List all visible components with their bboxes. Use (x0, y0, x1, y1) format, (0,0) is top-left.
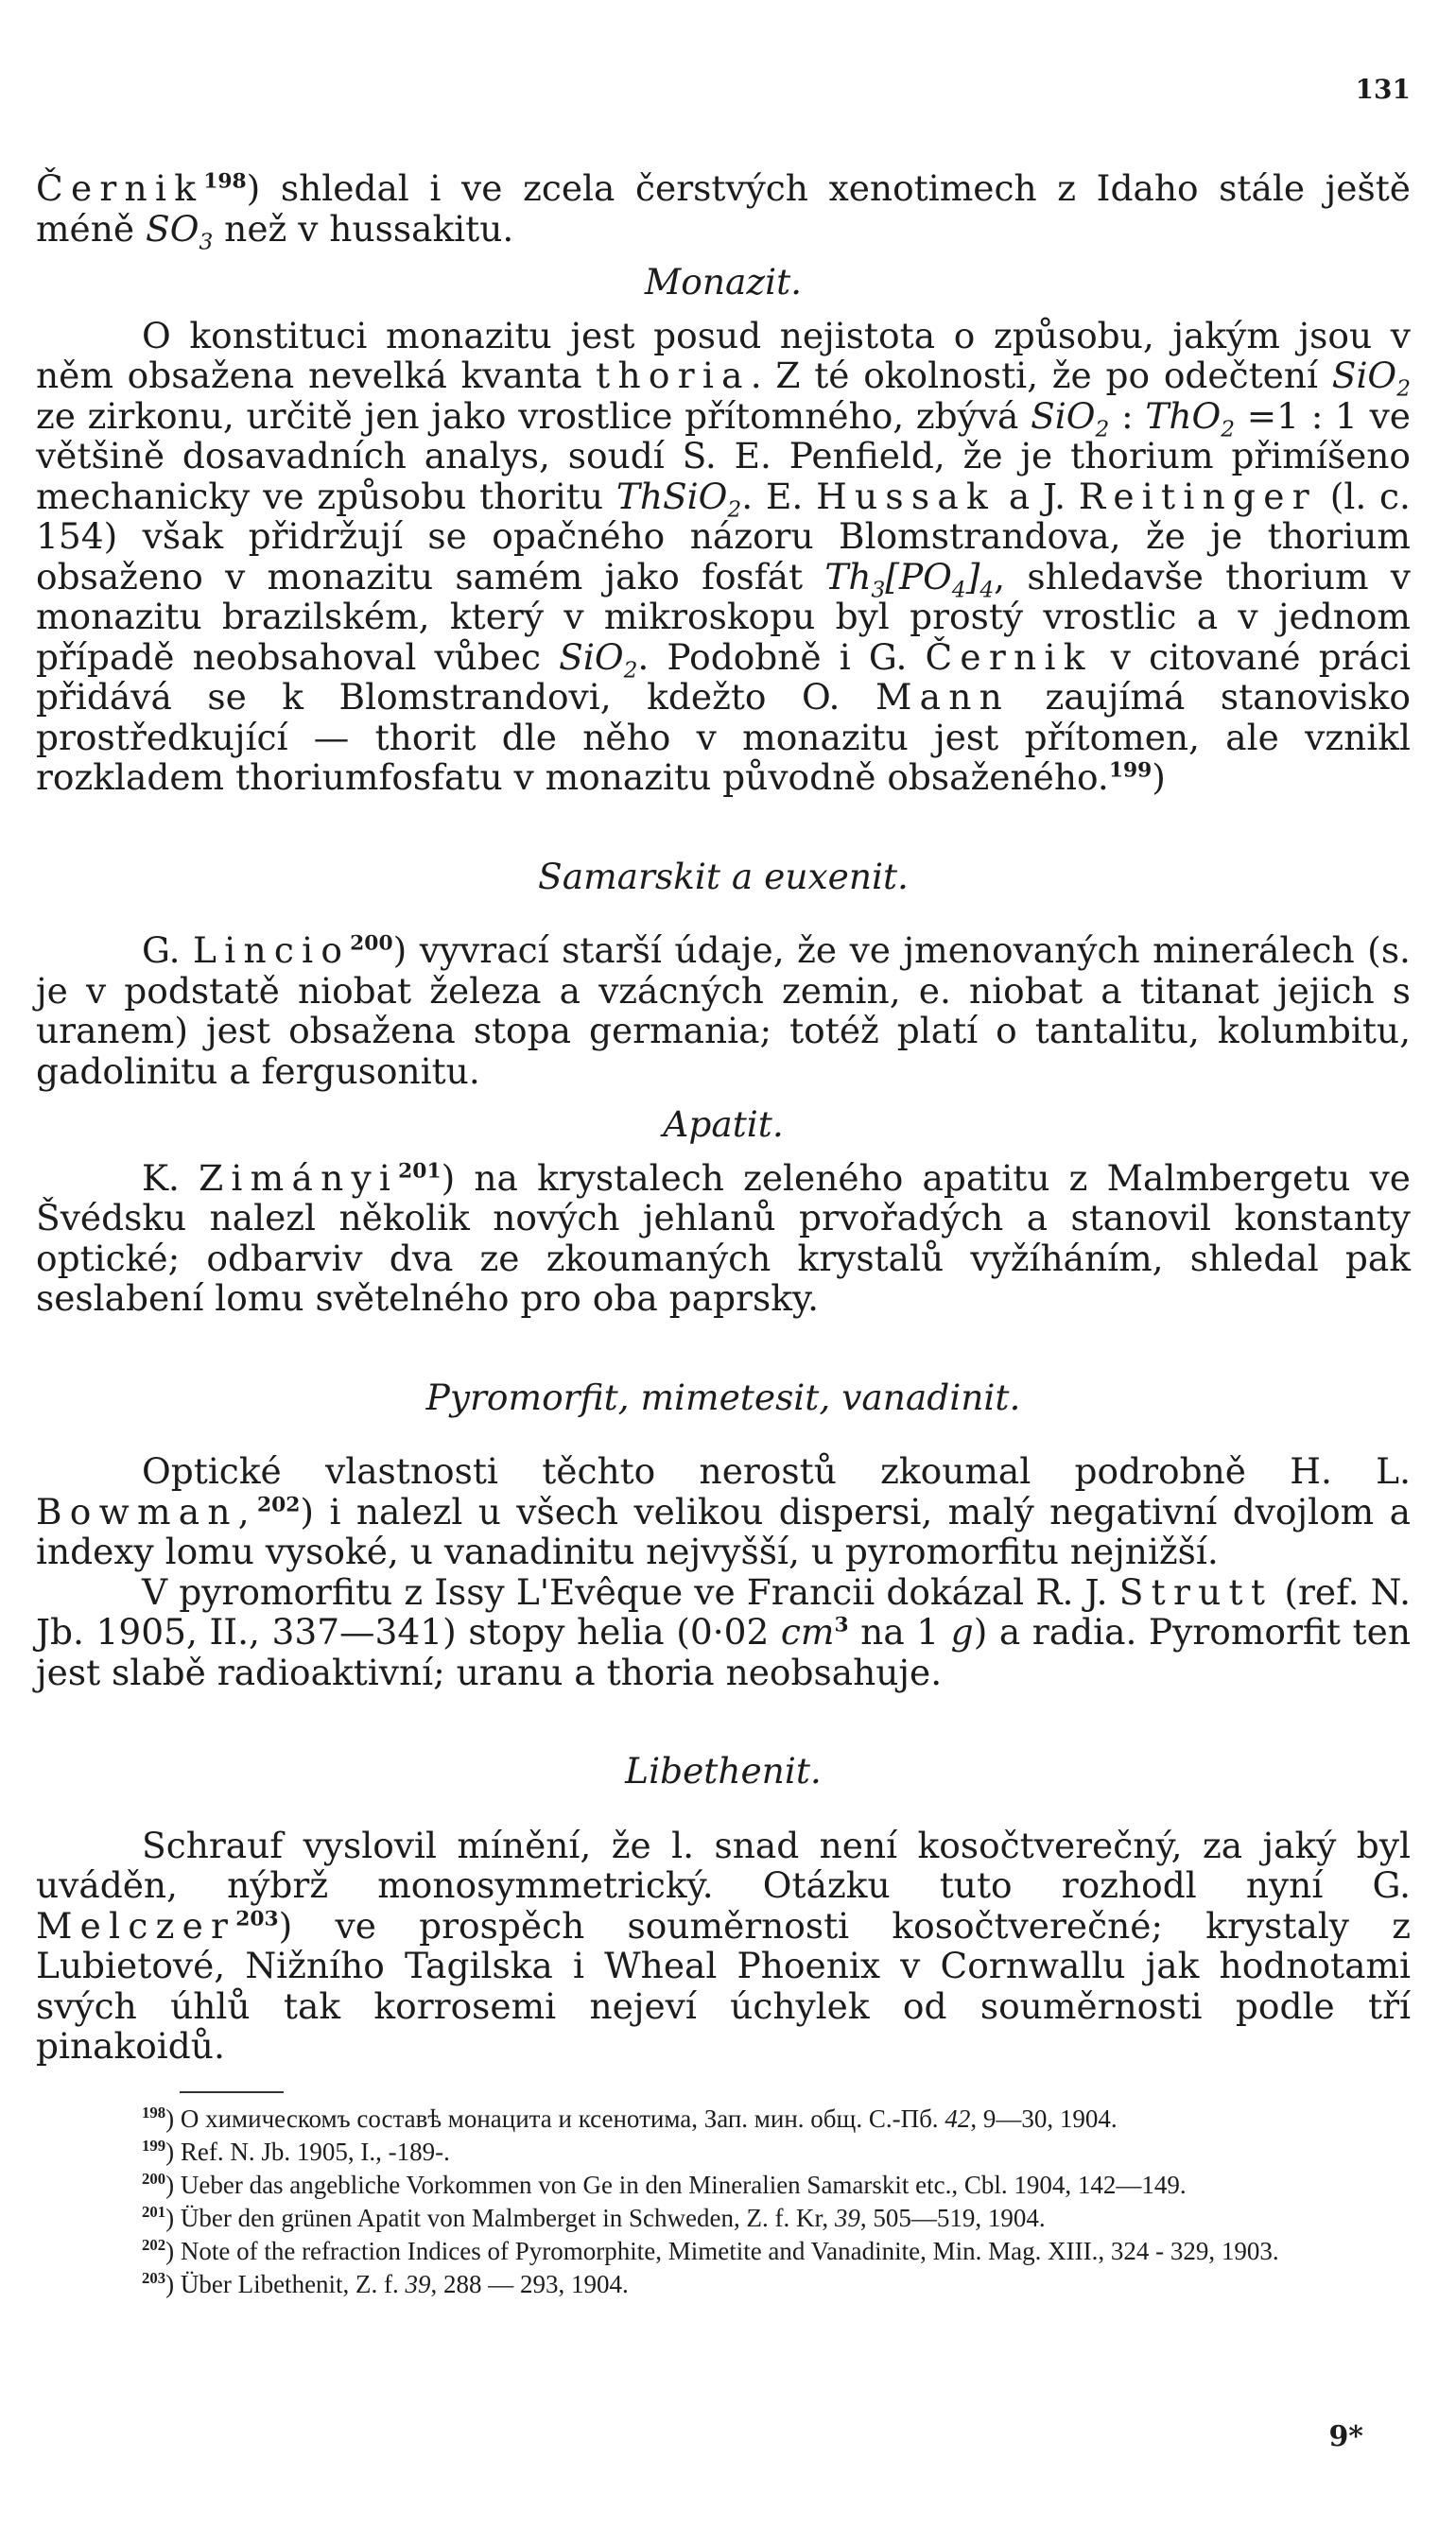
paragraph-samarskit: G. Lincio$^{200}$) vyvrací starší údaje, že ve jmenovaných minerálech (s. je v podstatě niobat železa a vzácných zemin, e. niobat a titanat jejich s uranem) jest obsažena stopa germania; totéž platí o tantalitu, kolumbitu, gadolinitu a fergusonitu. (36, 929, 1411, 1092)
footnote-203: $^{203}$) Über Libethenit, Z. f. 39, 288 — 293, 1904. (142, 2268, 629, 2298)
footnote-198: $^{198}$) О химическомъ составѣ монацита и ксенотима, Зап. мин. общ. С.-Пб. 42, 9—30, 1904. (142, 2103, 1118, 2133)
signature-mark: 9* (1328, 2420, 1363, 2453)
footnote-201: $^{201}$) Über den grünen Apatit von Malmberget in Schweden, Z. f. Kr, 39, 505—519, 1904. (142, 2202, 1046, 2232)
footnote-ref[interactable]: 201 (398, 1159, 442, 1183)
footnote-ref[interactable]: 202 (256, 1493, 301, 1516)
section-heading-monazit: Monazit. (644, 261, 803, 303)
paragraph-pyromorfit-optics: Optické vlastnosti těchto nerostů zkoumal podrobně H. L. Bowman,$^{202}$) i nalezl u všech velikou dispersi, malý negativní dvojlom a indexy lomu vysoké, u vanadinitu nejvyšší, u pyromorfitu nejnižší. (36, 1450, 1411, 1572)
section-heading-libethenit: Libethenit. (625, 1750, 822, 1792)
paragraph-monazit: O konstituci monazitu jest posud nejistota o způsobu, jakým jsou v něm obsažena nevelká kvanta thoria. Z té okolnosti, že po odečtení SiO$_2$ ze zirkonu, určitě jen jako vrostlice přítomného, zbývá SiO$_2$ : ThO$_2$ =1 : 1 ve většině dosavadních analys, soudí S. E. Penfield, že je thorium přimíšeno mechanicky ve způsobu thoritu ThSiO$_2$. E. Hussak a J. Reitinger (l. c. 154) však přidržují se opačného názoru Blomstrandova, že je thorium obsaženo v monazitu samém jako fosfát $Th_3[PO_4]_4$, shledavše thorium v monazitu brazilském, který v mikroskopu byl prostý vrostlic a v jednom případě neobsahoval vůbec SiO$_2$. Podobně i G. Černik v citované práci přidává se k Blomstrandovi, kdežto O. Mann zaujímá stanovisko prostředkující — thorit dle něho v monazitu jest přítomen, ale vznikl rozkladem thoriumfosfatu v monazitu původně obsaženého.$^{199}$) (36, 314, 1411, 798)
page-number: 131 (1355, 74, 1411, 105)
paragraph-pyromorfit-radio: V pyromorfitu z Issy L'Evêque ve Francii dokázal R. J. Strutt (ref. N. Jb. 1905, II., 337—341) stopy helia (0·02 $cm^3$ na 1 g) a radia. Pyromorfit ten jest slabě radioaktivní; uranu a thoria neobsahuje. (36, 1570, 1411, 1693)
footnote-202: $^{202}$) Note of the refraction Indices of Pyromorphite, Mimetite and Vanadinite, Min. Mag. XIII., 324 - 329, 1903. (142, 2235, 1279, 2265)
footnote-ref[interactable]: 199 (1108, 758, 1153, 783)
page-body (36, 168, 1411, 2301)
footnote-199: $^{199}$) Ref. N. Jb. 1905, I., -189-. (142, 2136, 450, 2166)
footnote-ref[interactable]: 200 (350, 931, 393, 956)
footnote-ref[interactable]: 198 (203, 169, 247, 194)
section-heading-apatit: Apatit. (663, 1103, 784, 1145)
footnote-200: $^{200}$) Ueber das angebliche Vorkommen von Ge in den Mineralien Samarskit etc., Cbl. 1904, 142—149. (142, 2169, 1187, 2199)
paragraph-libethenit: Schrauf vyslovil mínění, že l. snad není kosočtverečný, za jaký byl uváděn, nýbrž monosymmetrický. Otázku tuto rozhodl nyní G. Melczer$^{203}$) ve prospěch souměrnosti kosočtverečné; krystaly z Lubietové, Nižního Tagilska i Wheal Phoenix v Cornwallu jak hodnotami svých úhlů tak korrosemi nejeví úchylek od souměrnosti podle tří pinakoidů. (36, 1824, 1411, 2067)
footnote-ref[interactable]: 203 (235, 1907, 279, 1931)
footnote-divider (180, 2091, 284, 2093)
section-heading-pyromorfit: Pyromorfit, mimetesit, vanadinit. (425, 1376, 1021, 1418)
paragraph-cernik: Černik$^{198}$) shledal i ve zcela čerstvých xenotimech z Idaho stále ještě méně $SO_3$ než v hussakitu. (36, 167, 1411, 254)
paragraph-apatit: K. Zimányi$^{201}$) na krystalech zeleného apatitu z Malmbergetu ve Švédsku nalezl několik nových jehlanů prvořadých a stanovil konstanty optické; odbarviv dva ze zkoumaných krystalů vyžíháním, shledal pak seslabení lomu světelného pro oba paprsky. (36, 1156, 1412, 1319)
section-heading-samarskit: Samarskit a euxenit. (538, 855, 909, 897)
